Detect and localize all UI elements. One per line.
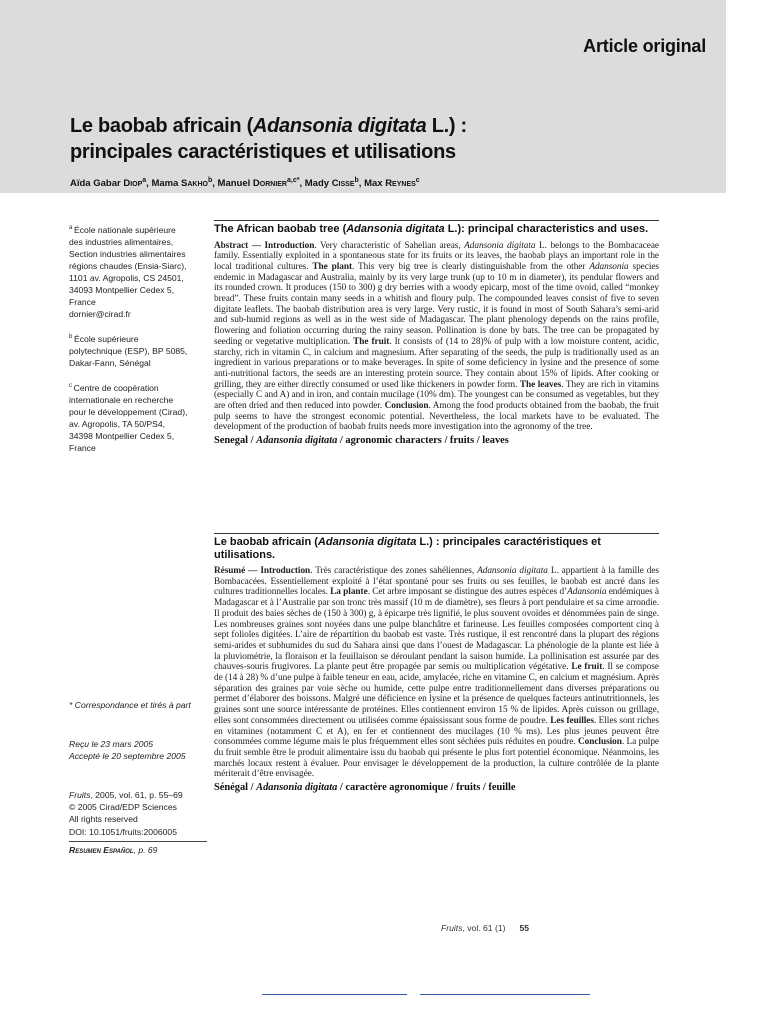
- bottom-link-line[interactable]: [420, 994, 590, 995]
- title-line1-pre: Le baobab africain (: [70, 115, 253, 137]
- affiliation: $^c$ Centre de coopération internationale en recherche pour le développement (Cirad), av. Agropolis, TA 50/PS4, 34398 Montpellier Cedex 5, France: [69, 382, 188, 453]
- author-list: Aïda Gabar Diop$^a$, Mama Sakho$^b$, Manuel Dornier$^{a,c*}$, Mady Cisse$^b$, Max Reynes$^c$: [70, 177, 420, 190]
- divider: [214, 533, 659, 534]
- affiliations-column: [69, 222, 209, 465]
- affiliation: $^b$ École supérieure polytechnique (ESP), BP 5085, Dakar-Fann, Sénégal: [69, 333, 188, 368]
- received-date: Reçu le 23 mars 2005: [69, 739, 154, 749]
- citation: Fruits, 2005, vol. 61, p. 55–69: [69, 790, 183, 800]
- rights: All rights reserved: [69, 814, 138, 825]
- french-abstract-section: [214, 533, 659, 793]
- english-title: The African baobab tree (Adansonia digitata L.): principal characteristics and uses.: [214, 223, 649, 235]
- title-species: Adansonia digitata: [252, 115, 427, 137]
- english-abstract-section: [214, 220, 659, 446]
- article-title: [70, 113, 690, 165]
- bottom-link-line[interactable]: [262, 994, 407, 995]
- resumen-link[interactable]: Resumen Español, p. 69: [69, 844, 158, 855]
- author: Aïda Gabar Diop$^a$: [70, 177, 147, 190]
- page-footer: Fruits, vol. 61 (1) 55: [441, 923, 530, 933]
- english-abstract: Abstract — Introduction. Very characteristic of Sahelian areas, Adansonia digitata L. belongs to the Bombacaceae family. Essentially exploited in a spontaneous state for its fruits or its leaves, the baobab plays an important role in the local traditional cultures. The plant. This very big tree is clearly distinguishable from the other Adansonia species endemic in Madagascar and Australia, mainly by its very large trunk (up to 10 m in diameter), its pendular flowers and its rounded crown. It produces (150 to 300) g dry berries with a woody epicarp, most of the time ovoid, called “monkey bread”. These fruits contain many seeds in a whitish and floury pulp. The compounded leaves consist of five to seven digitate leaflets. The baobab distribution area is very large. Very rustic, it is found in most of South Sahara’s semi-arid and sub-humid regions as well as in the west side of Madagascar. The plant phenology depends on the rains profile, flowering and foliation occurring during the rainy season. Pollination is done by bats. The tree can be propagated by seeding or vegetative multiplication. The fruit. It consists of (14 to 28)% of pulp with a low moisture content, acidic, starchy, rich in vitamin C, in calcium and magnesium. After separating of the seeds, the pulp is traditionally used as an ingredient in various preparations or to make beverages. In spite of some deficiency in lysine and the presence of some anti-nutritional factors, the seeds are an interesting protein source. They contain about 15% of lipids. After cooking or grilling, they are either directly consumed or used like thickeners in powder form. The leaves. They are rich in vitamins (especially C and A) and in iron, and contain mucilage (10% dm). The youngest can be consumed as vegetables, but they are often dried and then reduced into powder. Conclusion. Among the food products obtained from the baobab, the fruit pulp seems to have the strongest economic potential. Nevertheless, the local markets have to be evaluated. The development of the production of baobab fruits needs more investigation into the agronomy of the tree.: [214, 240, 660, 433]
- french-abstract: Résumé — Introduction. Très caractéristique des zones sahéliennes, Adansonia digitata L. appartient à la famille des Bombacacées. Essentiellement exploité à l’état spontané pour ses fruits ou ses feuilles, le baobab est ancré dans les cultures traditionnelles locales. La plante. Cet arbre imposant se distingue des autres espèces d’Adansonia endémiques à Madagascar et à l’Australie par son tronc très massif (10 m de diamètre), ses fleurs à port pendulaire et sa cime arrondie. Il produit des baies sèches de (150 à 300) g, à épicarpe très lignifié, le plus souvent ovoïdes et dénommées pain de singe. Les nombreuses graines sont noyées dans une pulpe blanchâtre et farineuse. Les feuilles composées comportent cinq à sept folioles digitées. L’aire de répartition du baobab est vaste. Très rustique, il est rencontré dans la plupart des régions semi-arides et subhumides du sud du Sahara ainsi que dans l’ouest de Madagascar. La phénologie de la plante est liée à la pluviométrie, la floraison et la feuillaison se déroulant pendant la saison humide. La pollinisation est assurée par des chauves-souris frugivores. La plante peut être propagée par semis ou multiplication végétative. Le fruit. Il se compose de (14 à 28) % d’une pulpe à faible teneur en eau, acide, amylacée, riche en vitamine C, en calcium et magnésium. Après séparation des graines par voie sèche ou humide, cette pulpe entre traditionnellement dans diverses préparations ou permet d’élaborer des boissons. Malgré une déficience en lysine et la présence de quelques facteurs antinutritionnels, les graines sont une source intéressante de protéines. Elles contiennent environ 15 % de lipides. Après cuisson ou grillage, elles sont consommées directement ou utilisées comme épaississant sous forme de poudre. Les feuilles. Elles sont riches en vitamines (notamment C et A), en fer et contiennent des mucilages (10 % ms). Les plus jeunes peuvent être consommées comme légume mais le plus fréquemment elles sont séchées puis réduites en poudre. Conclusion. La pulpe du fruit semble être le produit alimentaire issu du baobab qui présente le plus fort potentiel économique. Néanmoins, les marchés locaux restent à évaluer. Pour envisager le développement de la production, la culture contrôlée de la plante mériterait d’être envisagée.: [214, 566, 660, 780]
- author: Manuel Dornier$^{a,c*}$: [217, 177, 300, 190]
- english-keywords: Senegal / Adansonia digitata / agronomic characters / fruits / leaves: [214, 435, 509, 447]
- author: Mama Sakho$^b$: [151, 177, 213, 190]
- doi: DOI: 10.1051/fruits:2006005: [69, 826, 177, 837]
- french-title: Le baobab africain (Adansonia digitata L.) : principales caractéristiques et utilisations.: [214, 536, 601, 561]
- accepted-date: Accepté le 20 septembre 2005: [69, 751, 186, 762]
- article-type-label: Article original: [583, 36, 706, 56]
- page-number: 55: [519, 923, 530, 933]
- divider: [69, 841, 207, 842]
- divider: [214, 220, 659, 221]
- affiliation: $^a$ École nationale supérieure des industries alimentaires, Section industries alimentaires régions chaudes (Ensia-Siarc), 1101 av. Agropolis, CS 24501, 34093 Montpellier Cedex 5, France dornier@cirad.fr: [69, 224, 187, 319]
- title-line2: principales caractéristiques et utilisations: [70, 141, 456, 163]
- dates: [69, 738, 214, 762]
- correspondence-note: * Correspondance et tirés à part: [69, 700, 191, 710]
- author: Max Reynes$^c$: [364, 177, 420, 190]
- title-line1-post: L.) :: [426, 115, 467, 137]
- french-keywords: Sénégal / Adansonia digitata / caractère agronomique / fruits / feuille: [214, 782, 516, 794]
- copyright: © 2005 Cirad/EDP Sciences: [69, 802, 177, 813]
- citation-block: [69, 789, 214, 856]
- author: Mady Cisse$^b$: [304, 177, 359, 190]
